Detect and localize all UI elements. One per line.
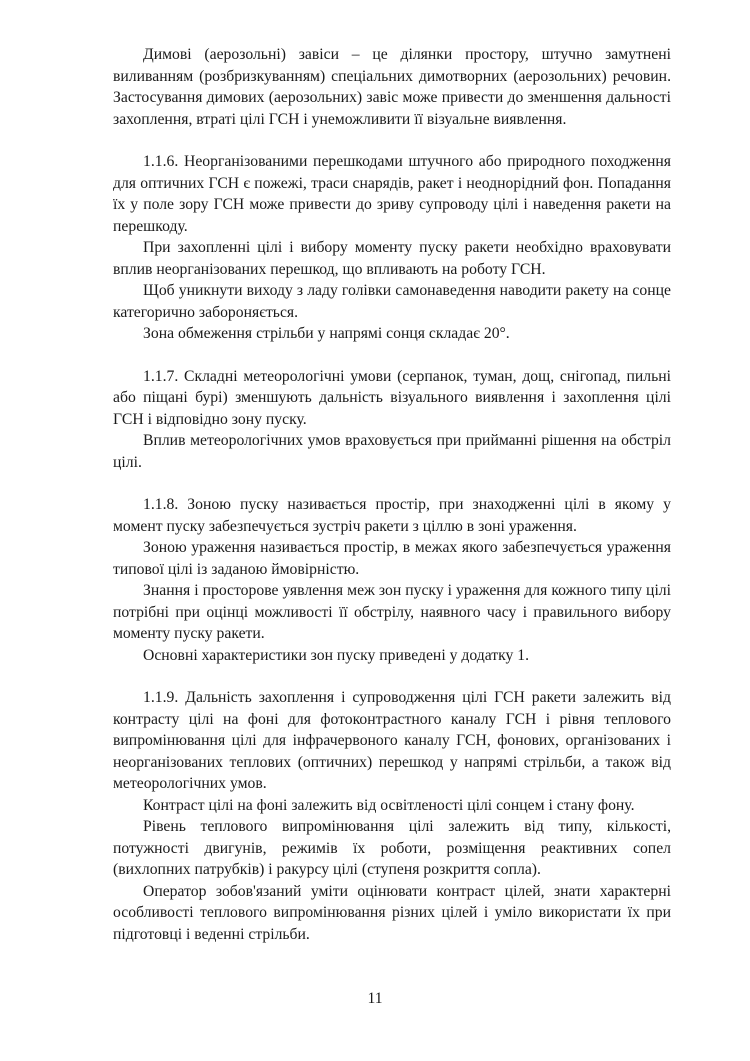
paragraph-appendix-reference: Основні характеристики зон пуску приведені у додатку 1.: [143, 646, 530, 664]
paragraph-operator-duty: Оператор зобов'язаний уміти оцінювати контраст цілей, знати характерні особливості теплового випромінювання різних цілей і уміло використати їх при підготовці і веденні стрільби.: [113, 882, 671, 943]
paragraph-zone-knowledge: Знання і просторове уявлення меж зон пуску і ураження для кожного типу цілі потрібні при оцінці можливості її обстрілу, наявного часу і правильного вибору моменту пуску ракети.: [113, 582, 671, 642]
paragraph-sun-zone: Зона обмеження стрільби у напрямі сонця складає 20°.: [143, 325, 510, 342]
page-number: 11: [367, 990, 383, 1007]
document-body: [113, 44, 671, 945]
paragraph-kill-zone: Зоною ураження називається простір, в межах якого забезпечується ураження типової цілі із заданою ймовірністю.: [113, 539, 671, 578]
paragraph-interference-influence: При захопленні цілі і вибору моменту пуску ракети необхідно враховувати вплив неорганізованих перешкод, що впливають на роботу ГСН.: [113, 239, 671, 278]
paragraph-meteo-influence: Вплив метеорологічних умов враховується при прийманні рішення на обстріл цілі.: [113, 432, 671, 471]
paragraph-1-1-8: 1.1.8. Зоною пуску називається простір, при знаходженні цілі в якому у момент пуску забезпечується зустріч ракети з ціллю в зоні ураження.: [113, 496, 671, 535]
paragraph-thermal-radiation: Рівень теплового випромінювання цілі залежить від типу, кількості, потужності двигунів, режимів їх роботи, розміщення реактивних сопел (вихлопних патрубків) і ракурсу цілі (ступеня розкриття сопла).: [113, 818, 671, 878]
paragraph-smoke-screens: Димові (аерозольні) завіси – це ділянки простору, штучно замутнені виливанням (розбризкуванням) спеціальних димотворних (аерозольних) речовин. Застосування димових (аерозольних) завіс може привести до зменшення дальності захоплення, втраті цілі ГСН і унеможливити її візуальне виявлення.: [113, 46, 671, 128]
paragraph-1-1-9: 1.1.9. Дальність захоплення і супроводження цілі ГСН ракети залежить від контрасту цілі на фоні для фотоконтрастного каналу ГСН і рівня теплового випромінювання цілі для інфрачервоного каналу ГСН, фонових, організованих і неорганізованих теплових (оптичних) перешкод у напрямі стрільби, а також від метеорологічних умов.: [113, 689, 671, 792]
paragraph-contrast: Контраст цілі на фоні залежить від освітленості цілі сонцем і стану фону.: [143, 796, 635, 814]
paragraph-1-1-7: 1.1.7. Складні метеорологічні умови (серпанок, туман, дощ, снігопад, пильні або піщані бурі) зменшують дальність візуального виявлення і захоплення цілі ГСН і відповідно зону пуску.: [113, 367, 671, 428]
paragraph-1-1-6: 1.1.6. Неорганізованими перешкодами штучного або природного походження для оптичних ГСН є пожежі, траси снарядів, ракет і неоднорідний фон. Попадання їх у поле зору ГСН може привести до зриву супроводу цілі і наведення ракети на перешкоду.: [113, 153, 671, 235]
paragraph-sun-prohibition: Щоб уникнути виходу з ладу голівки самонаведення наводити ракету на сонце категорично забороняється.: [113, 282, 671, 321]
